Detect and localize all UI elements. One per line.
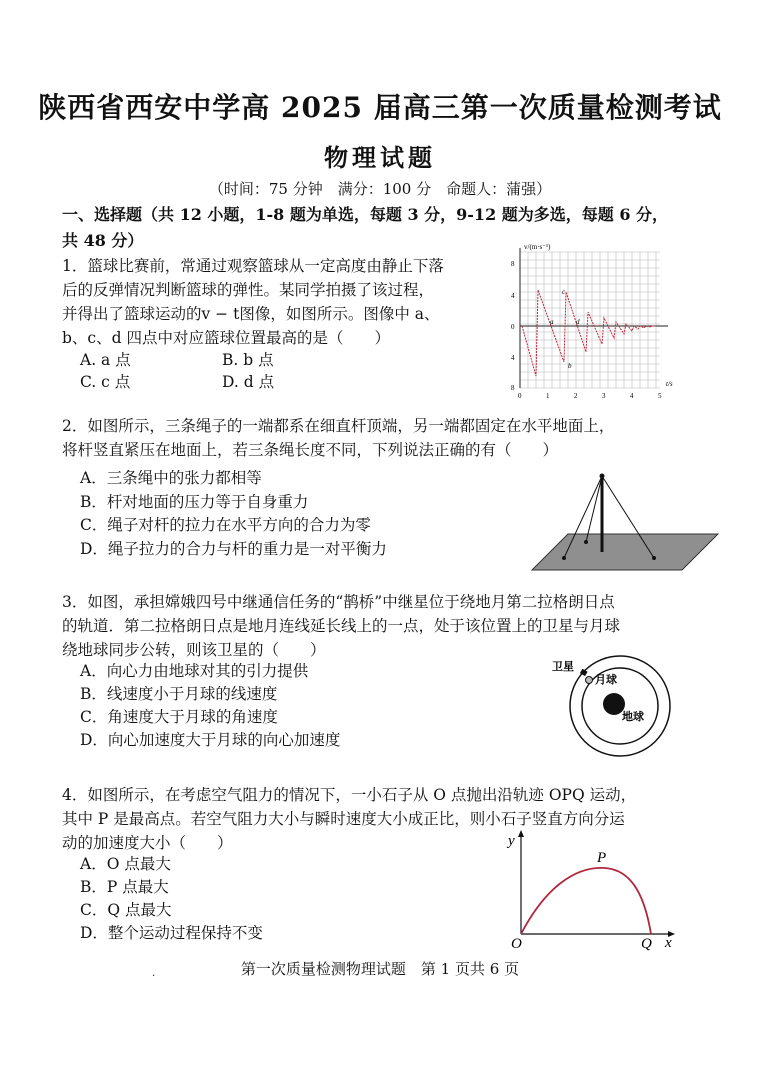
earth-label: 地球 xyxy=(622,710,644,723)
vt-xtick: 0 xyxy=(518,392,522,400)
y-axis-arrow xyxy=(518,830,524,837)
q1-stem-line-2: 后的反弹情况判断篮球的弹性。某同学拍摄了该过程， xyxy=(62,281,435,299)
q3-stem-line-1: 3．如图，承担嫦娥四号中继通信任务的“鹊桥”中继星位于绕地月第二拉格朗日点 xyxy=(62,593,615,611)
exam-subtitle: 物理试题 xyxy=(324,143,436,172)
q4-stem-line-3: 动的加速度大小（ ） xyxy=(62,834,233,852)
q3-stem-line-2: 的轨道．第二拉格朗日点是地月连线延长线上的一点，处于该位置上的卫星与月球 xyxy=(62,617,621,635)
q4-stem-line-1: 4．如图所示，在考虑空气阻力的情况下，一小石子从 O 点抛出沿轨迹 OPQ 运动， xyxy=(62,786,637,804)
q3-option-d[interactable]: D．向心加速度大于月球的向心加速度 xyxy=(80,731,341,749)
q1-vt-graph xyxy=(500,240,680,405)
y-axis-label: y xyxy=(508,833,515,849)
q2-option-b[interactable]: B．杆对地面的压力等于自身重力 xyxy=(80,493,309,511)
q1-stem-line-3: 并得出了篮球运动的v − t图像，如图所示。图像中 a、 xyxy=(62,305,440,323)
vt-xtick: 3 xyxy=(602,392,606,400)
vt-ytick: 8 xyxy=(511,384,515,392)
q2-option-c[interactable]: C．绳子对杆的拉力在水平方向的合力为零 xyxy=(80,516,371,534)
q1-stem-line-1: 1．篮球比赛前，常通过观察篮球从一定高度由静止下落 xyxy=(62,257,444,275)
vt-xlabel: t/s xyxy=(666,380,673,388)
q2-pole-ropes-figure xyxy=(530,462,720,574)
q4-option-c[interactable]: C．Q 点最大 xyxy=(80,901,172,919)
q4-trajectory-figure xyxy=(505,828,685,953)
vt-ytick: 0 xyxy=(511,323,515,331)
vt-xtick: 1 xyxy=(546,392,550,400)
vt-point-label: c xyxy=(562,288,566,296)
q2-option-d[interactable]: D．绳子拉力的合力与杆的重力是一对平衡力 xyxy=(80,540,387,558)
q3-stem-line-3: 绕地球同步公转，则该卫星的（ ） xyxy=(62,641,326,659)
pole-top xyxy=(600,474,605,479)
q2-stem-line-1: 2．如图所示，三条绳子的一端都系在细直杆顶端，另一端都固定在水平地面上， xyxy=(62,417,615,435)
rope xyxy=(586,476,602,542)
moon-icon xyxy=(586,677,593,684)
point-p-label: P xyxy=(597,850,607,866)
vt-ylabel: v/(m·s⁻¹) xyxy=(524,243,551,251)
q3-option-c[interactable]: C．角速度大于月球的角速度 xyxy=(80,708,278,726)
q1-option-d[interactable]: D. d 点 xyxy=(222,373,275,391)
q1-option-a[interactable]: A. a 点 xyxy=(80,351,131,369)
exam-info: （时间：75 分钟 满分：100 分 命题人：蒲强） xyxy=(208,180,552,198)
vt-ytick: 4 xyxy=(511,354,515,362)
rope-anchor xyxy=(562,556,566,560)
q3-option-a[interactable]: A．向心力由地球对其的引力提供 xyxy=(80,662,309,680)
page-footer: 第一次质量检测物理试题 第 1 页共 6 页 xyxy=(240,960,520,978)
point-q-label: Q xyxy=(641,936,652,952)
vt-xtick: 2 xyxy=(574,392,578,400)
rope-anchor xyxy=(584,540,588,544)
q3-option-b[interactable]: B．线速度小于月球的线速度 xyxy=(80,685,278,703)
vt-point-label: b xyxy=(568,362,572,370)
vt-curve xyxy=(522,290,656,376)
rope-anchor xyxy=(652,556,656,560)
q4-stem-line-2: 其中 P 是最高点。若空气阻力大小与瞬时速度大小成正比，则小石子竖直方向分运 xyxy=(62,810,625,828)
q2-stem-line-2: 将杆竖直紧压在地面上，若三条绳长度不同，下列说法正确的有（ ） xyxy=(62,441,559,459)
moon-label: 月球 xyxy=(595,673,617,686)
x-axis-label: x xyxy=(665,935,672,951)
trajectory-curve xyxy=(521,868,651,934)
vt-ytick: 4 xyxy=(511,292,515,300)
section-heading-line-1: 一、选择题（共 12 小题，1-8 题为单选，每题 3 分，9-12 题为多选，每题 6 分， xyxy=(62,205,669,224)
footer-dot: . xyxy=(152,968,156,979)
q1-option-c[interactable]: C. c 点 xyxy=(80,373,131,391)
vt-grid xyxy=(520,252,660,388)
section-heading-line-2: 共 48 分） xyxy=(62,231,144,250)
q4-option-a[interactable]: A．O 点最大 xyxy=(80,855,171,873)
ground-plane xyxy=(532,534,718,570)
exam-title: 陕西省西安中学高 2025 届高三第一次质量检测考试 xyxy=(38,91,722,124)
vt-ytick: 8 xyxy=(511,260,515,268)
vt-point-label: a xyxy=(550,318,554,326)
vt-xtick: 5 xyxy=(658,392,662,400)
vt-point-label: d xyxy=(576,318,580,326)
q1-stem-line-4: b、c、d 四点中对应篮球位置最高的是（ ） xyxy=(62,329,390,347)
q4-option-b[interactable]: B．P 点最大 xyxy=(80,878,169,896)
q3-orbit-figure xyxy=(548,652,688,760)
vt-xtick: 4 xyxy=(630,392,634,400)
q1-option-b[interactable]: B. b 点 xyxy=(222,351,274,369)
origin-label: O xyxy=(511,936,522,952)
q2-option-a[interactable]: A．三条绳中的张力都相等 xyxy=(80,469,262,487)
q4-option-d[interactable]: D．整个运动过程保持不变 xyxy=(80,924,263,942)
satellite-label: 卫星 xyxy=(552,660,574,673)
